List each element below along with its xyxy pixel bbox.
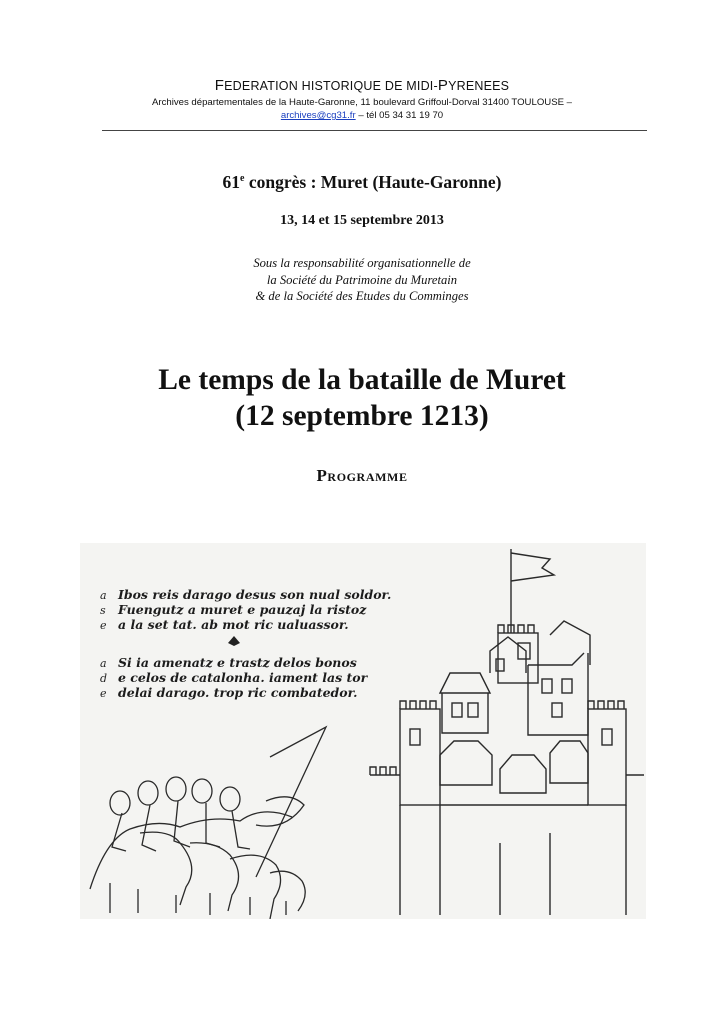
manuscript-illustration <box>80 543 646 919</box>
congress-dates: 13, 14 et 15 septembre 2013 <box>280 213 444 228</box>
federation-title-midi: MIDI- <box>406 79 438 93</box>
header-divider <box>102 130 647 131</box>
federation-title <box>0 78 724 94</box>
manuscript-verse-4: Si ia amenatz e trastz delos bonos <box>118 655 357 670</box>
title-line-1: Le temps de la bataille de Muret <box>158 364 566 396</box>
organisation-block <box>0 255 724 305</box>
marginal-letter: e <box>100 687 107 700</box>
address-line: Archives départementales de la Haute-Garonne, 11 boulevard Griffoul-Dorval 31400 TOULOUSE – <box>151 97 573 108</box>
marginal-letter: s <box>100 604 106 617</box>
organisation-line-1: Sous la responsabilité organisationnelle de <box>253 256 471 270</box>
federation-title-part2: YRENEES <box>448 79 510 93</box>
marginal-letter: a <box>100 589 107 602</box>
marginal-letter: a <box>100 657 107 670</box>
manuscript-verse-1: Ibos reis darago desus son nual soldor. <box>118 587 392 602</box>
programme-heading: Programme <box>316 466 408 485</box>
contact-line <box>0 109 724 122</box>
congress-number: 61 <box>222 172 241 192</box>
phone-text: – tél 05 34 31 19 70 <box>355 110 444 121</box>
marginal-letter: e <box>100 619 107 632</box>
document-title <box>0 362 724 434</box>
organisation-line-3: & de la Société des Etudes du Comminges <box>255 289 469 303</box>
congress-location: congrès : Muret (Haute-Garonne) <box>244 172 502 192</box>
congress-heading <box>0 172 724 193</box>
title-line-2: (12 septembre 1213) <box>235 400 489 432</box>
congress-superscript: e <box>240 173 245 185</box>
manuscript-verse-3: a la set tat. ab mot ric ualuassor. <box>118 617 349 632</box>
federation-title-part1: EDERATION HISTORIQUE DE <box>224 79 407 93</box>
federation-header <box>0 78 724 122</box>
email-link[interactable]: archives@cg31.fr <box>280 110 356 121</box>
federation-title-initial2: P <box>437 77 449 94</box>
manuscript-verse-5: e celos de catalonha. iament las tor <box>118 670 368 685</box>
manuscript-verse-2: Fuengutz a muret e pauzaj la ristoz <box>118 602 367 617</box>
federation-title-initial: F <box>214 77 225 94</box>
manuscript-verse-6: delai darago. trop ric combatedor. <box>118 685 358 700</box>
marginal-letter: d <box>100 672 108 685</box>
organisation-line-2: la Société du Patrimoine du Muretain <box>266 272 458 287</box>
